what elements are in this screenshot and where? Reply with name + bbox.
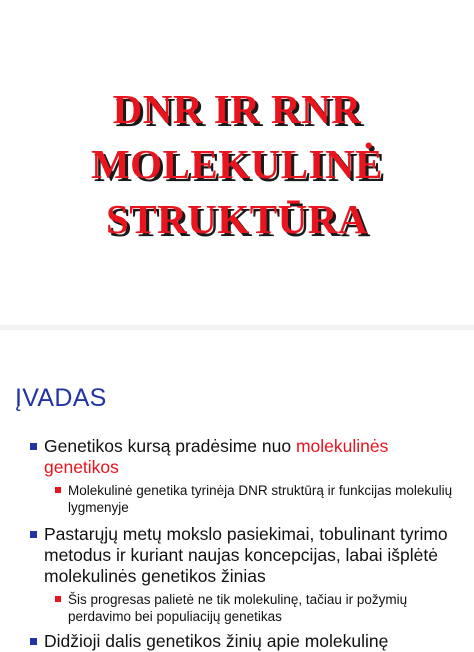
slide-title bbox=[0, 82, 474, 247]
section-heading: ĮVADAS bbox=[15, 384, 107, 412]
bullet-item-3 bbox=[0, 631, 474, 652]
title-line-3: STRUKTŪRA bbox=[106, 196, 368, 242]
bullet-list bbox=[0, 436, 474, 652]
bullet-3-text: Didžioji dalis genetikos žinių apie molekulinę bbox=[44, 631, 389, 651]
title-line-1: DNR IR RNR bbox=[112, 86, 362, 132]
bullet-1-accent-text: molekulinės genetikos bbox=[44, 436, 389, 477]
title-slide bbox=[0, 0, 474, 325]
square-bullet-icon bbox=[30, 638, 37, 645]
sub-bullet-item-1 bbox=[0, 482, 474, 516]
square-sub-bullet-icon bbox=[55, 487, 61, 493]
bullet-item-2 bbox=[0, 524, 474, 587]
bullet-1-text: Genetikos kursą pradėsime nuo bbox=[44, 436, 296, 456]
square-sub-bullet-icon bbox=[55, 596, 61, 602]
bullet-2-text: Pastarųjų metų mokslo pasiekimai, tobulinant tyrimo metodus ir kuriant naujas koncepcijas, labai išplėtė molekulinės genetikos žinias bbox=[44, 524, 448, 586]
square-bullet-icon bbox=[30, 531, 37, 538]
square-bullet-icon bbox=[30, 443, 37, 450]
sub-bullet-2-text: Šis progresas palietė ne tik molekulinę, tačiau ir požymių perdavimo bei populiacijų genetikas bbox=[68, 592, 408, 624]
sub-bullet-1-text: Molekulinė genetika tyrinėja DNR struktūrą ir funkcijas molekulių lygmenyje bbox=[68, 483, 453, 515]
sub-bullet-item-2 bbox=[0, 591, 474, 625]
bullet-item-1 bbox=[0, 436, 474, 478]
title-line-2: MOLEKULINĖ bbox=[90, 141, 384, 187]
content-slide bbox=[0, 330, 474, 651]
